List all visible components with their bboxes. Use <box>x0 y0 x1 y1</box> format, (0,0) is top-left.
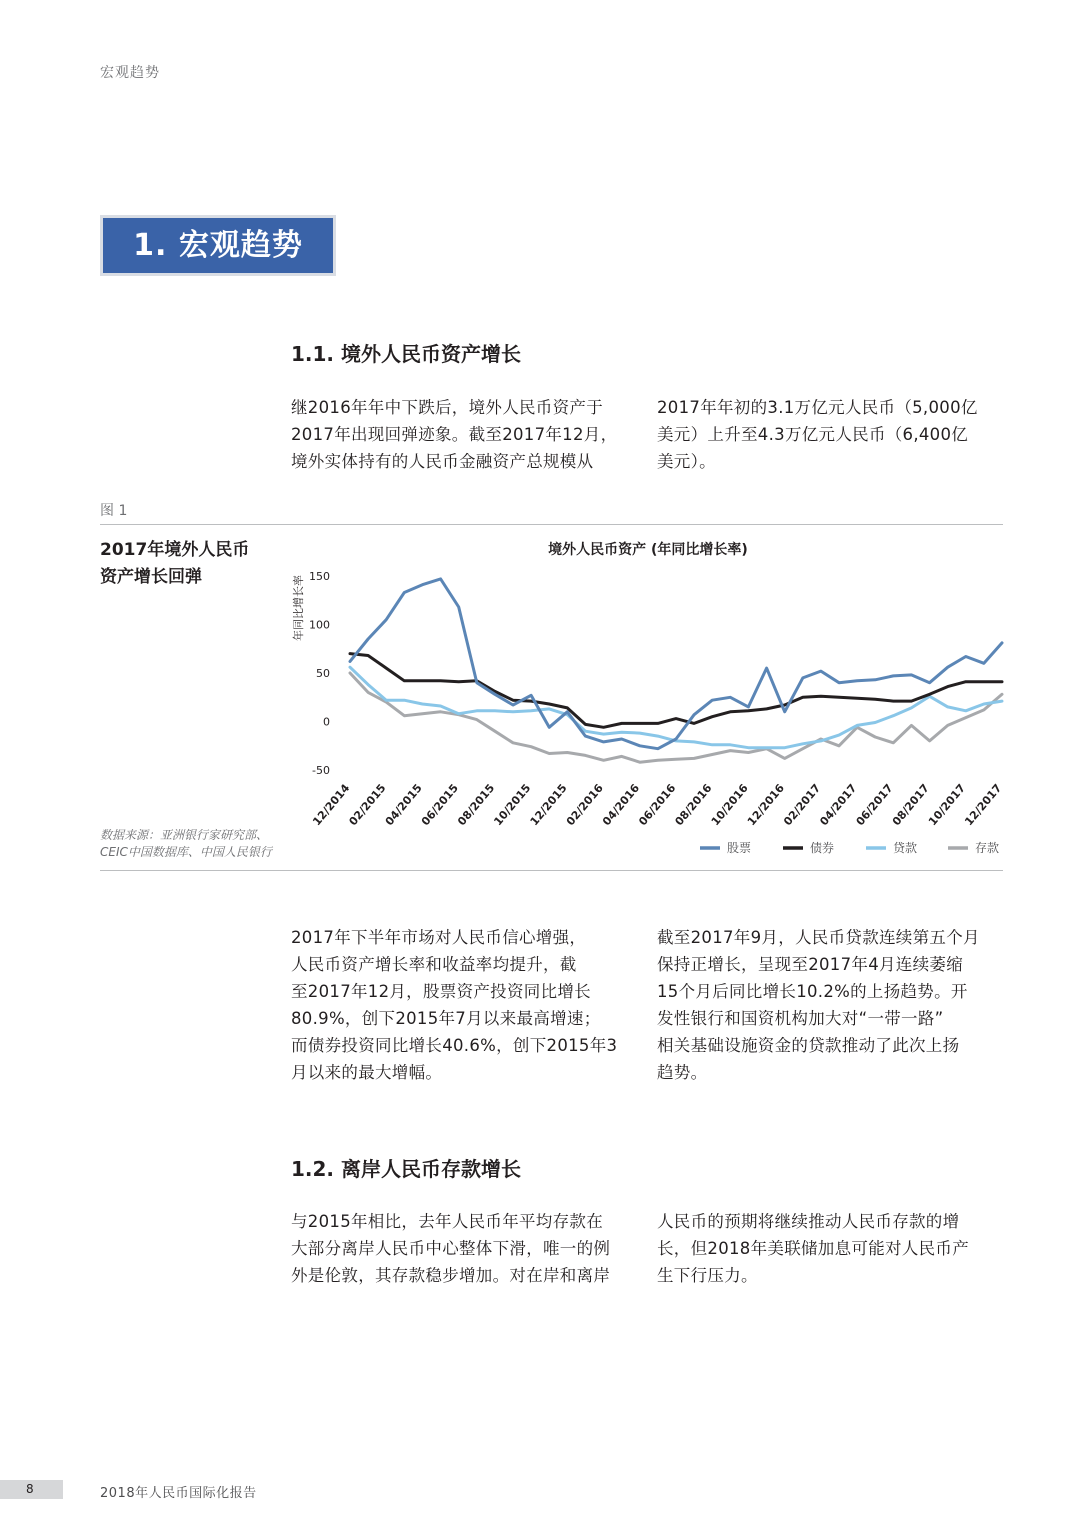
x-tick-label: 04/2017 <box>817 781 860 829</box>
subsection-title-1-2: 1.2. 离岸人民币存款增长 <box>291 1157 521 1181</box>
page-number: 8 <box>26 1482 34 1496</box>
series-line-2 <box>350 667 1002 748</box>
figure-title-line: 2017年境外人民币 <box>100 540 250 560</box>
text-line: 生下行压力。 <box>657 1266 758 1285</box>
x-tick-label: 10/2015 <box>491 781 534 829</box>
text-line: 80.9%，创下2015年7月以来最高增速； <box>291 1009 601 1028</box>
figure-label: 图 1 <box>100 503 128 519</box>
text-line: 2017年下半年市场对人民币信心增强， <box>291 928 587 947</box>
text-line: 外是伦敦，其存款稳步增加。对在岸和离岸 <box>291 1266 611 1285</box>
text-line: 15个月后同比增长10.2%的上扬趋势。开 <box>657 982 968 1001</box>
text-line: 2017年出现回弹迹象。截至2017年12月， <box>291 425 618 444</box>
text-line: 美元）上升至4.3万亿元人民币（6,400亿 <box>657 425 969 444</box>
text-line: 人民币资产增长率和收益率均提升，截 <box>291 955 577 974</box>
body-paragraph-left <box>291 924 617 1086</box>
intro-paragraph-right <box>657 394 978 475</box>
y-tick-label: 50 <box>316 667 330 680</box>
text-line: 人民币的预期将继续推动人民币存款的增 <box>657 1212 960 1231</box>
series-line-1 <box>350 654 1002 728</box>
text-line: 至2017年12月，股票资产投资同比增长 <box>291 982 591 1001</box>
chart-title: 境外人民币资产 (年同比增长率) <box>548 542 748 558</box>
figure-source <box>100 827 300 861</box>
text-line: 月以来的最大增幅。 <box>291 1063 443 1082</box>
text-line: 趋势。 <box>657 1063 708 1082</box>
intro-paragraph-left <box>291 394 617 475</box>
footer-report-title: 2018年人民币国际化报告 <box>100 1486 257 1501</box>
series-line-0 <box>350 579 1002 749</box>
chart-legend <box>700 840 999 855</box>
legend-label: 股票 <box>727 841 752 855</box>
y-tick-label: 150 <box>309 570 330 583</box>
figure-top-rule <box>100 524 1003 525</box>
text-line: 与2015年相比，去年人民币年平均存款在 <box>291 1212 603 1231</box>
legend-label: 贷款 <box>893 841 918 855</box>
legend-label: 存款 <box>975 841 1000 855</box>
y-axis-ticks <box>309 570 330 777</box>
x-tick-label: 04/2015 <box>382 781 425 829</box>
text-line: 截至2017年9月，人民币贷款连续第五个月 <box>657 928 980 947</box>
x-tick-label: 02/2016 <box>563 781 606 829</box>
body-paragraph-right <box>657 924 980 1086</box>
x-tick-label: 08/2017 <box>889 781 932 829</box>
deposit-paragraph-left <box>291 1208 610 1289</box>
x-tick-label: 02/2017 <box>781 781 824 829</box>
x-tick-label: 02/2015 <box>346 781 389 829</box>
text-line: 美元）。 <box>657 452 716 471</box>
x-tick-label: 12/2015 <box>527 781 570 829</box>
x-tick-label: 10/2016 <box>708 781 751 829</box>
y-axis-label: 年同比增长率 <box>292 575 305 641</box>
series-lines <box>350 579 1002 762</box>
x-tick-label: 04/2016 <box>600 781 643 829</box>
x-tick-label: 06/2017 <box>853 781 896 829</box>
x-tick-label: 06/2016 <box>636 781 679 829</box>
y-tick-label: 100 <box>309 618 330 632</box>
running-header: 宏观趋势 <box>100 65 160 81</box>
text-line: 而债券投资同比增长40.6%，创下2015年3 <box>291 1036 618 1055</box>
text-line: 境外实体持有的人民币金融资产总规模从 <box>291 452 594 471</box>
section-title: 1. 宏观趋势 <box>103 218 333 273</box>
legend-label: 债券 <box>810 841 835 855</box>
figure-title-line: 资产增长回弹 <box>100 567 202 587</box>
x-tick-label: 08/2015 <box>455 781 498 829</box>
figure-bottom-rule <box>100 870 1003 871</box>
deposit-paragraph-right <box>657 1208 969 1289</box>
x-axis-ticks <box>310 781 1004 828</box>
text-line: 保持正增长，呈现至2017年4月连续萎缩 <box>657 955 963 974</box>
x-tick-label: 12/2014 <box>310 781 353 829</box>
source-line: CEIC中国数据库、中国人民银行 <box>100 845 272 859</box>
source-line: 数据来源：亚洲银行家研究部、 <box>100 828 269 842</box>
x-tick-label: 12/2017 <box>962 781 1005 829</box>
y-tick-label: -50 <box>312 764 330 777</box>
x-tick-label: 10/2017 <box>926 781 969 829</box>
text-line: 大部分离岸人民币中心整体下滑，唯一的例 <box>291 1239 611 1258</box>
x-tick-label: 06/2015 <box>418 781 461 829</box>
subsection-title-1-1: 1.1. 境外人民币资产增长 <box>291 342 521 366</box>
text-line: 发性银行和国资机构加大对“一带一路” <box>657 1009 944 1028</box>
text-line: 相关基础设施资金的贷款推动了此次上扬 <box>657 1036 960 1055</box>
line-chart <box>280 530 1010 865</box>
text-line: 长，但2018年美联储加息可能对人民币产 <box>657 1239 969 1258</box>
x-tick-label: 08/2016 <box>672 781 715 829</box>
text-line: 2017年年初的3.1万亿元人民币（5,000亿 <box>657 398 978 417</box>
x-tick-label: 12/2016 <box>744 781 787 829</box>
text-line: 继2016年年中下跌后，境外人民币资产于 <box>291 398 603 417</box>
figure-title <box>100 537 270 591</box>
y-tick-label: 0 <box>323 715 330 729</box>
